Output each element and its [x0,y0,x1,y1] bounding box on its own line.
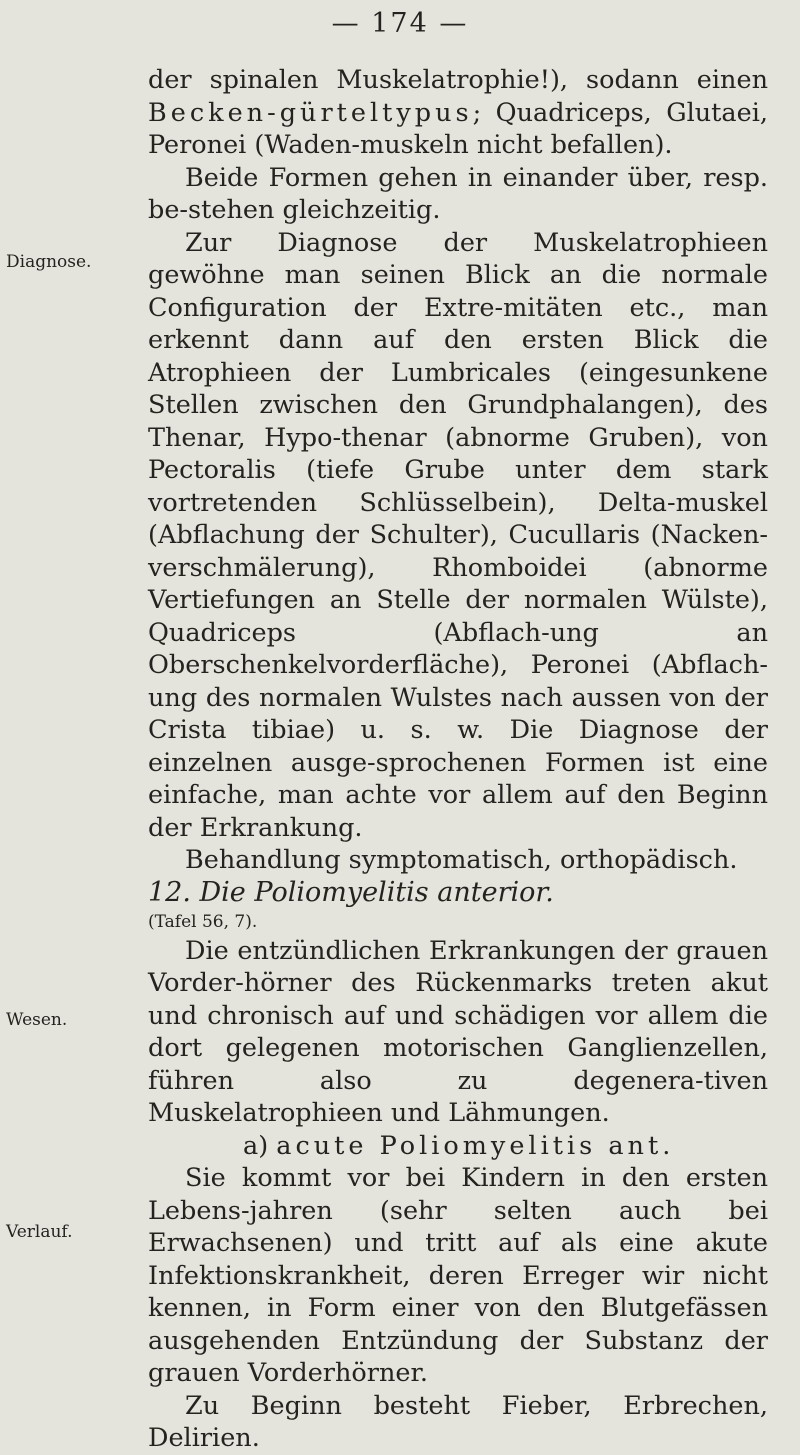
paragraph-1-text-a: der spinalen Muskelatrophie!), sodann einen [148,65,768,95]
margin-note-wesen: Wesen. [6,1010,68,1030]
paragraph-1 [148,64,768,162]
plate-reference: (Tafel 56, 7). [148,911,258,932]
paragraph-2: Beide Formen gehen in einander über, resp. be-stehen gleichzeitig. [148,162,768,225]
sub-heading-prefix: a) [243,1130,277,1161]
margin-note-diagnose: Diagnose. [6,252,92,272]
paragraph-wesen: Sie kommt vor bei Kindern in den ersten Lebens-jahren (sehr selten auch bei Erwachsenen) und tritt auf als eine akute Infektionskrankheit, deren Erreger wir nicht kennen, in Form einer von den Blutgefässen ausgehenden Entzündung der Substanz der grauen Vorderhörner. [148,1163,768,1388]
body-text [148,64,768,1455]
paragraph-verlauf: Zu Beginn besteht Fieber, Erbrechen, Delirien. [148,1390,768,1453]
page-number: — 174 — [331,8,469,39]
paragraph-diagnose: Zur Diagnose der Muskelatrophieen gewöhne man seinen Blick an die normale Configuration der Extre-mitäten etc., man erkennt dann auf den ersten Blick die Atrophieen der Lumbricales (eingesunkene Stellen zwischen den Grundphalangen), des Thenar, Hypo-thenar (abnorme Gruben), von Pectoralis (tiefe Grube unter dem stark vortretenden Schlüsselbein), Delta-muskel (Abflachung der Schulter), Cucullaris (Nacken-verschmälerung), Rhomboidei (abnorme Vertiefungen an Stelle der normalen Wülste), Quadriceps (Abflach-ung an Oberschenkelvorderfläche), Peronei (Abflach-ung des normalen Wulstes nach aussen von der Crista tibiae) u. s. w. Die Diagnose der einzelnen ausge-sprochenen Formen ist eine einfache, man achte vor allem auf den Beginn der Erkrankung. [148,227,768,843]
sub-heading [148,1130,768,1163]
paragraph-poliomyelitis-intro: Die entzündlichen Erkrankungen der grauen Vorder-hörner des Rückenmarks treten akut und chronisch auf und schädigen vor allem die dort gelegenen motorischen Ganglienzellen, führen also zu degenera-tiven Muskelatrophieen und Lähmungen. [148,935,768,1128]
sub-heading-title: acute Poliomyelitis ant. [276,1130,675,1161]
paragraph-1-text-c: ; Quadriceps, Glutaei, Peronei (Waden-muskeln nicht befallen). [148,97,768,160]
margin-note-verlauf: Verlauf. [6,1222,73,1242]
section-heading: 12. Die Poliomyelitis anterior. [148,876,554,908]
paragraph-behandlung: Behandlung symptomatisch, orthopädisch. [185,845,738,875]
paragraph-1-spaced-term: Becken-gürteltypus [148,97,473,128]
